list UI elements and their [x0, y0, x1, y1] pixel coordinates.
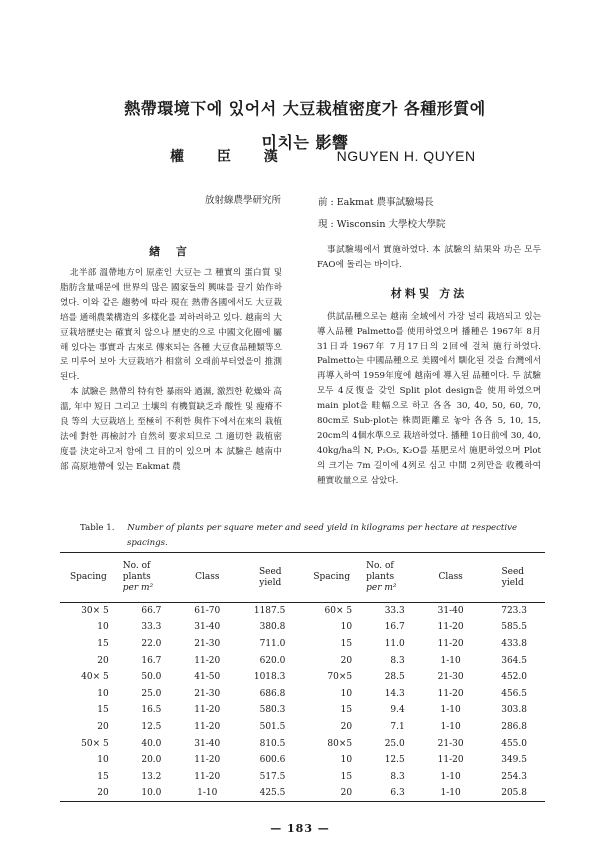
header-plants-line1: No. of	[366, 561, 394, 571]
table-row	[60, 636, 545, 653]
cell-seed-yield: 810.5	[259, 738, 286, 749]
table-row	[60, 719, 545, 736]
cell-plants: 10.0	[141, 788, 162, 799]
cell-seed-yield: 364.5	[501, 655, 527, 666]
header-plants-2	[360, 553, 421, 603]
affiliation-current: 現 : Wisconsin 大學校大學院	[318, 219, 446, 230]
cell-class: 11-20	[437, 688, 464, 699]
table-row	[60, 785, 545, 802]
cell-spacing: 15	[340, 705, 353, 716]
cell-plants: 6.3	[390, 788, 405, 799]
cell-plants: 12.5	[384, 755, 405, 766]
cell-spacing: 10	[340, 688, 353, 699]
cell-spacing: 20	[340, 721, 353, 732]
cell-seed-yield: 433.8	[501, 638, 527, 649]
table-row	[60, 702, 545, 719]
table-row	[60, 752, 545, 769]
cell-plants: 9.4	[390, 705, 405, 716]
header-seed-yield-2	[481, 553, 546, 603]
cell-spacing: 10	[97, 622, 109, 633]
cell-class: 1-10	[440, 721, 461, 732]
table-caption-label: Table 1.	[80, 523, 115, 533]
cell-plants: 12.5	[141, 721, 162, 732]
cell-seed-yield: 455.0	[501, 738, 527, 749]
affiliation-former: 前 : Eakmat 農事試驗場長	[318, 197, 434, 208]
header-seed-line1: Seed	[501, 566, 525, 577]
table-caption-text: Number of plants per square meter and seed yield in kilograms per hectare at respective	[127, 523, 518, 533]
title-line-1: 熱帶環境下에 있어서 大豆栽植密度가 各種形質에	[124, 99, 486, 118]
page-number: — 183 —	[270, 822, 330, 835]
cell-spacing: 30× 5	[81, 606, 109, 617]
cell-seed-yield: 711.0	[259, 638, 286, 649]
table-header-row	[60, 553, 545, 603]
cell-spacing: 60× 5	[324, 606, 353, 617]
author-korean: 權 臣 漢	[170, 149, 292, 165]
cell-class: 21-30	[437, 738, 464, 749]
cell-seed-yield: 686.8	[259, 688, 286, 699]
cell-spacing: 15	[340, 638, 353, 649]
cell-class: 1-10	[440, 771, 461, 782]
header-spacing-1: Spacing	[69, 572, 107, 582]
cell-class: 41-50	[194, 672, 221, 683]
cell-seed-yield: 723.3	[501, 606, 527, 617]
author-line	[170, 146, 476, 166]
cell-class: 11-20	[437, 638, 464, 649]
cell-plants: 16.7	[384, 622, 405, 633]
cell-class: 1-10	[440, 655, 461, 666]
cell-seed-yield: 380.8	[259, 622, 286, 633]
cell-class: 11-20	[194, 771, 221, 782]
cell-spacing: 50× 5	[81, 738, 109, 749]
right-column	[317, 243, 541, 489]
author-english: NGUYEN H. QUYEN	[336, 148, 476, 164]
header-plants-1	[117, 553, 178, 603]
cell-spacing: 70×5	[327, 672, 353, 683]
header-plants-line2: plants	[366, 572, 395, 582]
cell-class: 11-20	[194, 655, 221, 666]
cell-plants: 14.3	[384, 688, 405, 699]
cell-spacing: 20	[97, 788, 109, 799]
header-plants-line3: per m²	[122, 583, 154, 593]
cell-plants: 33.3	[141, 622, 162, 633]
cell-class: 61-70	[194, 606, 221, 617]
introduction-continuation: 事試驗場에서 實施하였다. 本 試驗의 結果와 功은 모두 FAO에 돌리는 바이다.	[317, 245, 541, 270]
cell-seed-yield: 425.5	[259, 788, 286, 799]
cell-class: 11-20	[194, 705, 221, 716]
cell-seed-yield: 1018.3	[253, 672, 286, 683]
cell-spacing: 20	[340, 655, 353, 666]
cell-plants: 7.1	[390, 721, 405, 732]
cell-plants: 8.3	[390, 655, 405, 666]
cell-class: 1-10	[197, 788, 218, 799]
header-seed-yield-1	[237, 553, 303, 603]
cell-plants: 20.0	[141, 755, 162, 766]
cell-class: 21-30	[437, 672, 464, 683]
cell-class: 1-10	[440, 788, 461, 799]
table-row	[60, 768, 545, 785]
cell-spacing: 10	[340, 755, 353, 766]
left-column	[60, 245, 282, 475]
table-body	[60, 603, 545, 802]
cell-spacing: 15	[97, 638, 109, 649]
cell-plants: 11.0	[384, 638, 405, 649]
cell-plants: 40.0	[141, 738, 162, 749]
cell-plants: 8.3	[390, 771, 405, 782]
cell-class: 21-30	[194, 688, 221, 699]
cell-seed-yield: 349.5	[501, 755, 527, 766]
header-plants-line1: No. of	[122, 561, 151, 571]
cell-seed-yield: 600.6	[259, 755, 286, 766]
cell-seed-yield: 456.5	[501, 688, 527, 699]
cell-seed-yield: 585.5	[501, 622, 527, 633]
affiliation-right	[318, 192, 445, 236]
cell-class: 11-20	[437, 622, 464, 633]
cell-plants: 25.0	[141, 688, 162, 699]
methods-heading: 材料및 方法	[390, 286, 468, 300]
methods-paragraph: 供試品種으로는 越南 全域에서 가장 널리 栽培되고 있는 導入品種 Palmetto를 使用하였으며 播種은 1967年 8月31日과 1967年 7月17日의 2回에 걸쳐 施行하였다. Palmetto는 中國品種으로 美國에서 馴化된 것을 台灣에서 再導入하여 1959年度에 越南에 導入된 品種이다. 두 試驗 모두 4反復을 갖인 Split plot design을 使用하였으며 main plot을 畦幅으로 하고 各各 30, 40, 50, 60, 70, 80cm로 Sub-plot는 株間距離로 놓아 各各 5, 10, 15, 20cm의 4個水準으로 栽培하였다. 播種 10日前에 30, 40, 40kg/ha의 N, P₂O₅, K₂O를 基肥로서 施肥하였으며 Plot의 크기는 7m 길이에 4列로 심고 中間 2列만을 收穫하여 種實收量으로 삼았다.	[317, 311, 541, 486]
header-class-1: Class	[195, 572, 220, 582]
cell-spacing: 15	[340, 771, 353, 782]
cell-plants: 16.5	[141, 705, 162, 716]
cell-spacing: 10	[340, 622, 353, 633]
header-seed-line1: Seed	[258, 566, 282, 577]
cell-spacing: 15	[97, 705, 109, 716]
introduction-paragraph-1: 北半部 溫帶地方이 原產인 大豆는 그 種實의 蛋白質 및 脂肪含量때문에 世界의 많은 國家들의 興味를 끌기 始作하였다. 이와 같은 趨勢에 따라 現在 熱帶各國에서도 大豆栽培를 通해農業構造의 多樣化를 꾀하려하고 있다. 越南의 大豆栽培歷史는 確實치 않으나 歷史的으로 中國文化圈에 屬해 있다는 事實과 古來로 傳來되는 各種 大豆食品種類等으로 미루어 보아 大豆栽培가 相當히 오래前부터였을이 推測된다.	[60, 268, 282, 383]
cell-plants: 28.5	[384, 672, 405, 683]
cell-class: 1-10	[440, 705, 461, 716]
table-row	[60, 735, 545, 752]
table-row	[60, 619, 545, 636]
cell-spacing: 15	[97, 771, 109, 782]
header-plants-line2: plants	[122, 572, 151, 582]
cell-plants: 33.3	[384, 606, 405, 617]
table-row	[60, 685, 545, 702]
table-caption-continuation: spacings.	[127, 538, 168, 548]
cell-seed-yield: 580.3	[259, 705, 286, 716]
cell-spacing: 40× 5	[81, 672, 109, 683]
affiliation-left: 放射線農學研究所	[205, 195, 282, 206]
spacing-yield-table	[60, 552, 545, 802]
cell-plants: 16.7	[141, 655, 162, 666]
cell-spacing: 80×5	[327, 738, 353, 749]
cell-class: 31-40	[194, 738, 221, 749]
table-caption	[80, 521, 550, 551]
cell-seed-yield: 501.5	[259, 721, 286, 732]
cell-spacing: 20	[97, 721, 109, 732]
cell-class: 21-30	[194, 638, 221, 649]
header-plants-line3: per m²	[366, 583, 397, 593]
cell-seed-yield: 620.0	[259, 655, 286, 666]
cell-class: 11-20	[194, 721, 221, 732]
cell-seed-yield: 452.0	[501, 672, 527, 683]
table-row	[60, 603, 545, 620]
cell-seed-yield: 1187.5	[253, 606, 286, 617]
cell-seed-yield: 517.5	[259, 771, 286, 782]
cell-spacing: 20	[340, 788, 353, 799]
cell-seed-yield: 254.3	[501, 771, 527, 782]
table-row	[60, 669, 545, 686]
cell-class: 31-40	[194, 622, 221, 633]
cell-spacing: 10	[97, 688, 109, 699]
header-seed-line2: yield	[501, 577, 524, 588]
cell-plants: 50.0	[141, 672, 162, 683]
table-row	[60, 652, 545, 669]
introduction-heading: 緖 言	[149, 245, 193, 258]
title-line-2: 미치는 影響	[261, 133, 349, 152]
cell-spacing: 20	[97, 655, 109, 666]
cell-plants: 25.0	[384, 738, 405, 749]
cell-plants: 13.2	[141, 771, 162, 782]
introduction-paragraph-2: 本 試驗은 熱帶의 特有한 暴雨와 過濕, 激烈한 乾燥와 高溫, 年中 短日 그리고 土壤의 有機質缺乏과 酸性 및 瘦瘠不良 等의 大豆栽培上 至極히 不利한 與件下에서在來의 栽植法에 對한 再檢討가 自然히 要求되므로 그 適切한 栽植密度를 決定하고저 함에 그 目的이 있으며 本 試驗은 越南中部 高原地帶에 있는 Eakmat 農	[60, 387, 282, 472]
header-seed-line2: yield	[259, 577, 282, 588]
cell-class: 11-20	[194, 755, 221, 766]
cell-seed-yield: 303.8	[501, 705, 527, 716]
header-class-2: Class	[438, 572, 463, 582]
cell-plants: 22.0	[141, 638, 162, 649]
cell-class: 31-40	[437, 606, 464, 617]
cell-seed-yield: 205.8	[501, 788, 527, 799]
cell-class: 11-20	[437, 755, 464, 766]
cell-plants: 66.7	[141, 606, 162, 617]
cell-spacing: 10	[97, 755, 109, 766]
cell-seed-yield: 286.8	[501, 721, 527, 732]
header-spacing-2: Spacing	[313, 572, 351, 582]
